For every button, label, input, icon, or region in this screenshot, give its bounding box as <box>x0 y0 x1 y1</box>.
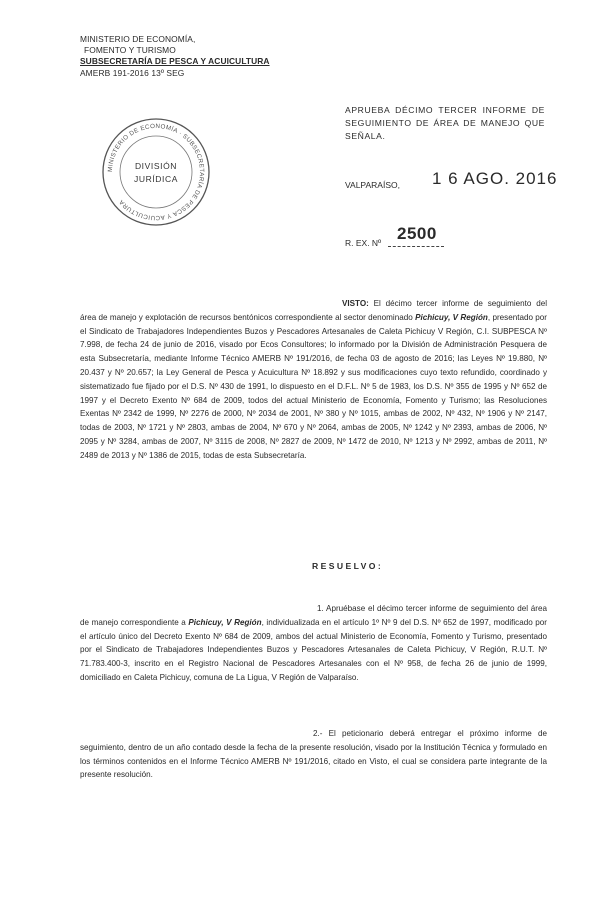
visto-text-2: , presentado por el Sindicato de Trabajadores Independientes Buzos y Pescadores Artesanales de Caleta Pichicuy V Región, C.I. SUBPESCA Nº 7.998, de fecha 24 de junio de 2016, visado por Ecos Consultores; lo informado por la División de Administración Pesquera de esta Subsecretaría, mediante Informe Técnico AMERB Nº 191/2016, de fecha 03 de agosto de 2016; las Leyes Nº 19.880, Nº 20.437 y Nº 20.657; la Ley General de Pesca y Acuicultura Nº 18.892 y sus modificaciones cuyo texto refundido, coordinado y sistematizado fue fijado por el D.S. Nº 430 de 1991, lo dispuesto en el D.F.L. Nº 5 de 1983, los D.S. Nº 355 de 1995 y Nº 652 de 1997 y el Decreto Exento Nº 684 de 2009, todos del actual Ministerio de Economía, Fomento y Turismo; las Resoluciones Exentas Nº 2342 de 1999, Nº 2276 de 2000, Nº 2034 de 2001, Nº 380 y Nº 1015, ambas de 2002, Nº 432, Nº 1906 y Nº 2147, todas de 2003, Nº 1721 y Nº 2803, ambas de 2004, Nº 670 y Nº 2064, ambas de 2005, Nº 1242 y Nº 2393, ambas de 2006, Nº 2095 y Nº 3284, ambas de 2007, Nº 3115 de 2008, Nº 2827 de 2009, Nº 1472 de 2010, Nº 1213 y Nº 2992, ambas de 2011, Nº 2489 de 2013 y Nº 1386 de 2015, todas de esta Subsecretaría. <box>80 312 547 460</box>
letterhead-ministry-2: FOMENTO Y TURISMO <box>84 45 176 56</box>
resolution-number: 2500 <box>397 224 437 243</box>
stamp-center-line2: JURÍDICA <box>134 174 178 184</box>
item1-text-1: 1. Apruébase el décimo tercer informe de seguimiento del área de manejo correspondiente a <box>80 604 547 627</box>
letterhead-ministry: MINISTERIO DE ECONOMÍA, <box>80 34 196 44</box>
resolution-number-line <box>388 246 444 247</box>
issue-date-stamp: 1 6 AGO. 2016 <box>432 169 558 188</box>
resolution-subject: APRUEBA DÉCIMO TERCER INFORME DE SEGUIMIENTO DE ÁREA DE MANEJO QUE SEÑALA. <box>345 105 545 141</box>
division-juridica-stamp <box>100 116 212 228</box>
stamp-center-line1: DIVISIÓN <box>134 161 178 171</box>
svg-text:MINISTERIO DE ECONOMÍA · SUBSE <box>107 123 205 221</box>
issue-place: VALPARAÍSO, <box>345 180 400 190</box>
resolution-number-label: R. EX. Nº <box>345 238 382 248</box>
visto-text-1: El décimo tercer informe de seguimiento del área de manejo y explotación de recursos bentónicos correspondiente al sector denominado <box>80 299 547 322</box>
visto-label: VISTO: <box>342 299 369 308</box>
file-reference: AMERB 191-2016 13º SEG <box>80 67 185 78</box>
visto-sector-name: Pichicuy, V Región <box>415 312 488 322</box>
item1-sector-name: Pichicuy, V Región <box>188 617 262 627</box>
letterhead <box>80 34 270 79</box>
resolution-item-2: 2.- El peticionario deberá entregar el próximo informe de seguimiento, dentro de un año contado desde la fecha de la presente resolución, visado por la Institución Técnica y formulado en los términos contenidos en el Informe Técnico AMERB Nº 191/2016, citado en Visto, el cual se considera parte integrante de la presente resolución. <box>80 729 547 780</box>
letterhead-subsecretariat: SUBSECRETARÍA DE PESCA Y ACUICULTURA <box>80 56 270 67</box>
visto-paragraph <box>80 297 547 463</box>
item1-text-2: , individualizada en el artículo 1º Nº 9 del D.S. Nº 652 de 1997, modificado por el artículo único del Decreto Exento Nº 684 de 2009, ambos del actual Ministerio de Economía, Fomento y Turismo, presentado por el Sindicato de Trabajadores Independientes Buzos y Pescadores Artesanales de Caleta Pichicuy, V Región, R.U.T. Nº 71.783.400-3, inscrito en el Registro Nacional de Pescadores Artesanales con el Nº 958, de fecha 26 de junio de 1999, domiciliado en Caleta Pichicuy, comuna de La Ligua, V Región de Valparaíso. <box>80 617 547 682</box>
resuelvo-heading: RESUELVO: <box>312 561 384 571</box>
stamp-ring-text: MINISTERIO DE ECONOMÍA · SUBSECRETARÍA DE PESCA Y ACUICULTURA <box>106 122 206 222</box>
resolution-item-1 <box>80 602 547 685</box>
